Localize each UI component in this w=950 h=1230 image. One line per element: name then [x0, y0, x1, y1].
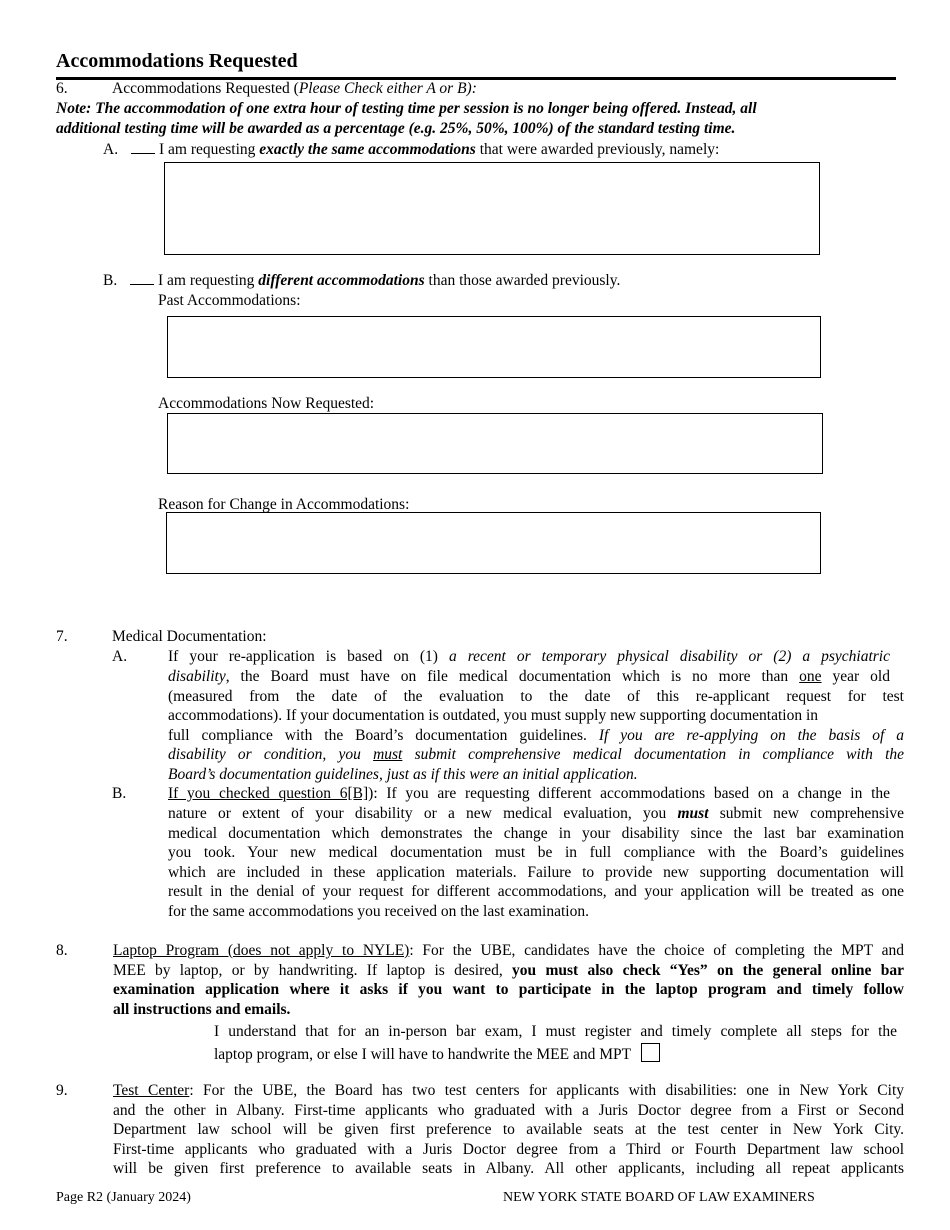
q7-b-l2-a: nature or extent of your disability or a new medical evaluation, you	[168, 805, 678, 822]
footer-page-number: Page R2 (January 2024)	[56, 1190, 191, 1205]
q9-line3: Department law school will be given first preference to available seats at the test center in New York City.	[113, 1121, 904, 1138]
q7-a-l1-b: a recent or temporary physical disability or (2) a psychiatric	[448, 648, 890, 665]
q7-b-line3: medical documentation which demonstrates the change in your disability since the last bar examination	[168, 825, 904, 842]
q8-l1-a: Laptop Program (does not apply to NYLE)	[113, 942, 410, 959]
accommodations-now-field[interactable]	[167, 413, 823, 474]
reason-for-change-label: Reason for Change in Accommodations:	[158, 496, 410, 513]
q6-a-bold: exactly the same accommodations	[259, 141, 476, 158]
q7-a-l6-c: submit comprehensive medical documentation in compliance with the	[402, 746, 904, 763]
accommodations-now-label: Accommodations Now Requested:	[158, 395, 375, 412]
q8-l1-b: : For the UBE, candidates have the choice of completing the MPT and	[409, 942, 904, 959]
q7-a-l6-a: disability or condition, you	[168, 746, 374, 763]
q6-a-pre: I am requesting	[159, 141, 260, 158]
q8-line4: all instructions and emails.	[113, 1001, 291, 1018]
q6-b-pre: I am requesting	[158, 272, 259, 289]
footer-organization: NEW YORK STATE BOARD OF LAW EXAMINERS	[503, 1190, 815, 1205]
q9-line4: First-time applicants who graduated with a Juris Doctor degree from a Third or Fourth Department law school	[113, 1141, 904, 1158]
q7-a-l1-a: If your re-application is based on (1)	[168, 648, 449, 665]
q7-b-l2-b: must	[677, 805, 709, 822]
laptop-acknowledgement-checkbox[interactable]	[641, 1043, 660, 1062]
q8-line2	[113, 962, 904, 980]
q8-l2-b: you must also check “Yes” on the general online bar	[512, 962, 904, 979]
q7-b-l2-c: submit new comprehensive	[708, 805, 904, 822]
q7-number: 7.	[56, 628, 68, 645]
q9-l1-a: Test Center	[113, 1082, 190, 1099]
q8-line1	[113, 942, 904, 960]
q6-option-b-letter: B.	[103, 272, 118, 289]
q7-a-line3: (measured from the date of the evaluation to the date of this re-applicant request for test	[168, 688, 904, 705]
q7-a-l5-b: If you are re-applying on the basis of a	[598, 727, 904, 744]
q6-note-line1: Note: The accommodation of one extra hour of testing time per session is no longer being offered. Instead, all	[56, 100, 757, 117]
q7-title: Medical Documentation:	[112, 628, 267, 645]
section-heading: Accommodations Requested	[56, 50, 298, 72]
q7-a-line1	[168, 648, 890, 666]
q6-note-line2: additional testing time will be awarded as a percentage (e.g. 25%, 50%, 100%) of the standard testing time.	[56, 120, 736, 137]
previous-accommodations-field[interactable]	[164, 162, 820, 255]
q7-a-line7: Board’s documentation guidelines, just as if this were an initial application.	[168, 766, 638, 783]
q6-b-bold: different accommodations	[258, 272, 425, 289]
q6-option-a-letter: A.	[103, 141, 119, 158]
q7-b-line2	[168, 805, 904, 823]
q8-number: 8.	[56, 942, 68, 959]
q7-a-line2	[168, 668, 890, 686]
q7-a-letter: A.	[112, 648, 128, 665]
q6-title	[112, 80, 477, 98]
reason-for-change-field[interactable]	[166, 512, 821, 574]
q7-a-line5	[168, 727, 904, 745]
q6-option-a	[131, 141, 719, 159]
q8-line3: examination application where it asks if you want to participate in the laptop program and timely follow	[113, 981, 904, 998]
q7-b-l1-a: If you checked question 6[B]	[168, 785, 369, 802]
q9-l1-b: : For the UBE, the Board has two test centers for applicants with disabilities: one in New York City	[189, 1082, 904, 1099]
q7-b-line4: you took. Your new medical documentation must be in full compliance with the Board’s guidelines	[168, 844, 904, 861]
q7-a-l2-c: one	[799, 668, 822, 685]
q7-b-line6: result in the denial of your request for different accommodations, and your application will be treated as one	[168, 883, 904, 900]
q7-a-line6	[168, 746, 904, 764]
q7-a-line4: accommodations). If your documentation is outdated, you must supply new supporting documentation in	[168, 707, 819, 724]
q7-b-line5: which are included in these application materials. Failure to provide new supporting documentation will	[168, 864, 904, 881]
q7-b-line1	[168, 785, 890, 803]
q8-acknowledgement-line1: I understand that for an in-person bar exam, I must register and timely complete all steps for the	[214, 1023, 897, 1040]
q7-a-l5-a: full compliance with the Board’s documentation guidelines.	[168, 727, 599, 744]
q9-line1	[113, 1082, 904, 1100]
q6-title-italic: Please Check either A or B):	[298, 80, 477, 97]
q7-a-l2-b: , the Board must have on file medical documentation which is no more than	[225, 668, 800, 685]
q7-a-l6-b: must	[373, 746, 403, 763]
q6-option-a-check-blank[interactable]	[131, 141, 155, 154]
q6-b-post: than those awarded previously.	[424, 272, 621, 289]
q7-a-l2-d: year old	[821, 668, 890, 685]
q9-line2: and the other in Albany. First-time applicants who graduated with a Juris Doctor degree from a First or Second	[113, 1102, 904, 1119]
q8-ack-l2-text: laptop program, or else I will have to handwrite the MEE and MPT	[214, 1046, 632, 1063]
q9-number: 9.	[56, 1082, 68, 1099]
q7-a-l2-a: disability	[168, 668, 226, 685]
q6-option-b	[130, 272, 620, 290]
past-accommodations-field[interactable]	[167, 316, 821, 378]
q7-b-letter: B.	[112, 785, 127, 802]
q6-option-b-check-blank[interactable]	[130, 272, 154, 285]
q6-title-text: Accommodations Requested (	[112, 80, 299, 97]
past-accommodations-label: Past Accommodations:	[158, 292, 301, 309]
q8-acknowledgement-line2	[214, 1043, 660, 1064]
q9-line5: will be given first preference to available seats in Albany. All other applicants, including all repeat applicants	[113, 1160, 904, 1177]
q6-a-post: that were awarded previously, namely:	[475, 141, 720, 158]
q7-b-line7: for the same accommodations you received on the last examination.	[168, 903, 589, 920]
q8-l2-a: MEE by laptop, or by handwriting. If laptop is desired,	[113, 962, 513, 979]
q7-b-l1-b: ): If you are requesting different accommodations based on a change in the	[368, 785, 891, 802]
q6-number: 6.	[56, 80, 68, 97]
